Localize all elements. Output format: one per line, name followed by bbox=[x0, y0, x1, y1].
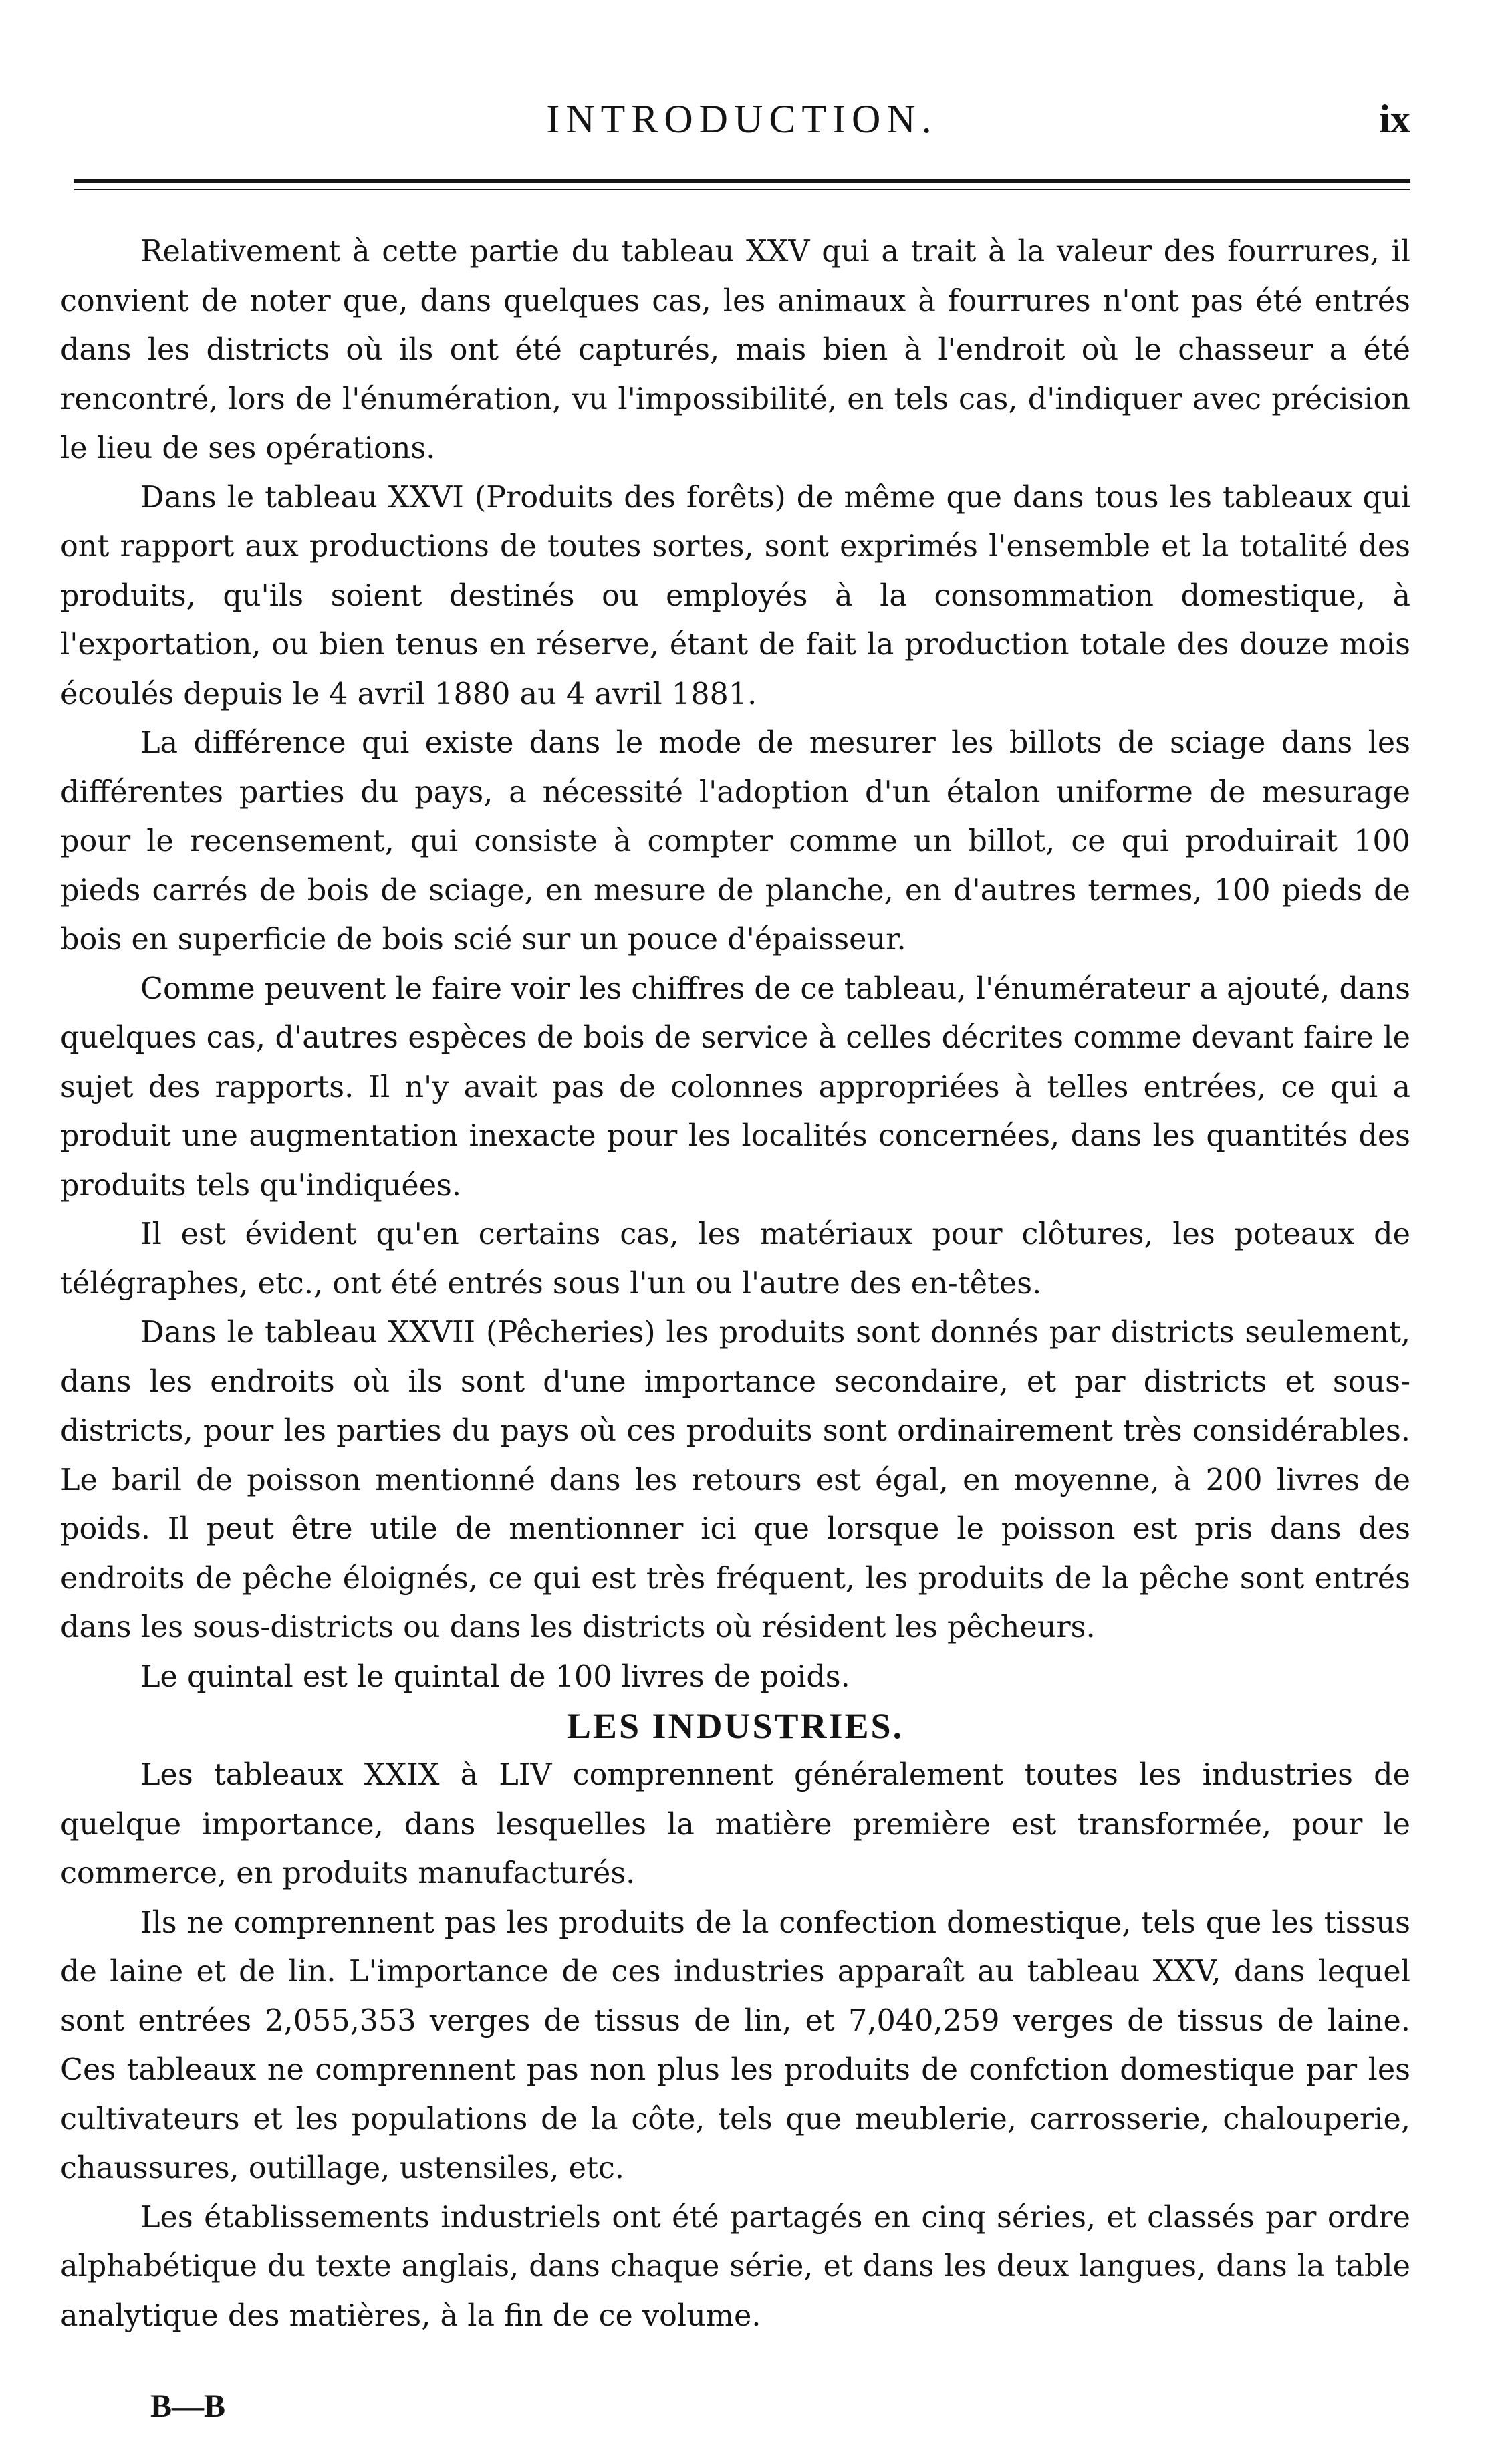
paragraph-fourrures: Relativement à cette partie du tableau XXV qui a trait à la valeur des fourrures, il convient de noter que, dans quelques cas, les animaux à fourrures n'ont pas été entrés dans les districts où ils ont été capturés, mais bien à l'endroit où le chasseur a été rencontré, lors de l'énumération, vu l'impossibilité, en tels cas, d'indiquer avec précision le lieu de ses opérations. bbox=[60, 235, 1410, 465]
paragraph-produits-forets: Dans le tableau XXVI (Produits des forêts) de même que dans tous les tableaux qui ont rapport aux productions de toutes sortes, sont exprimés l'ensemble et la totalité des produits, qu'ils soient destinés ou employés à la consommation domestique, à l'exportation, ou bien tenus en réserve, étant de fait la production totale des douze mois écoulés depuis le 4 avril 1880 au 4 avril 1881. bbox=[60, 480, 1410, 711]
signature-mark: B—B bbox=[150, 2388, 226, 2424]
page-number: ix bbox=[1379, 97, 1410, 141]
paragraph-tableaux-industries: Les tableaux XXIX à LIV comprennent généralement toutes les industries de quelque importance, dans lesquelles la matière première est transformée, pour le commerce, en produits manufacturés. bbox=[60, 1758, 1410, 1890]
paragraph-etablissements: Les établissements industriels ont été partagés en cinq séries, et classés par ordre alphabétique du texte anglais, dans chaque série, et dans les deux langues, dans la table analytique des matières, à la fin de ce volume. bbox=[60, 2200, 1410, 2333]
paragraph-pecheries: Dans le tableau XXVII (Pêcheries) les produits sont donnés par districts seulement, dans les endroits où ils sont d'une importance secondaire, et par districts et sous-districts, pour les parties du pays où ces produits sont ordinairement très considérables. Le baril de poisson mentionné dans les retours est égal, en moyenne, à 200 livres de poids. Il peut être utile de mentionner ici que lorsque le poisson est pris dans des endroits de pêche éloignés, ce qui est très fréquent, les produits de la pêche sont entrés dans les sous-districts ou dans les districts où résident les pêcheurs. bbox=[60, 1316, 1410, 1644]
paragraph-billots: La différence qui existe dans le mode de mesurer les billots de sciage dans les différentes parties du pays, a nécessité l'adoption d'un étalon uniforme de mesurage pour le recensement, qui consiste à compter comme un billot, ce qui produirait 100 pieds carrés de bois de sciage, en mesure de planche, en d'autres termes, 100 pieds de bois en superficie de bois scié sur un pouce d'épaisseur. bbox=[60, 726, 1410, 957]
running-title: INTRODUCTION. bbox=[546, 97, 938, 141]
section-heading-industries: LES INDUSTRIES. bbox=[566, 1706, 904, 1746]
header-rule bbox=[74, 179, 1410, 190]
body-text bbox=[60, 227, 1410, 2340]
paragraph-bois-service: Comme peuvent le faire voir les chiffres de ce tableau, l'énumérateur a ajouté, dans quelques cas, d'autres espèces de bois de service à celles décrites comme devant faire le sujet des rapports. Il n'y avait pas de colonnes appropriées à telles entrées, ce qui a produit une augmentation inexacte pour les localités concernées, dans les quantités des produits tels qu'indiquées. bbox=[60, 971, 1410, 1203]
page-header bbox=[74, 92, 1410, 146]
paragraph-quintal: Le quintal est le quintal de 100 livres de poids. bbox=[140, 1659, 850, 1694]
paragraph-confection-domestique: Ils ne comprennent pas les produits de la confection domestique, tels que les tissus de laine et de lin. L'importance de ces industries apparaît au tableau XXV, dans lequel sont entrées 2,055,353 verges de tissus de lin, et 7,040,259 verges de tissus de laine. Ces tableaux ne comprennent pas non plus les produits de confction domestique par les cultivateurs et les populations de la côte, tels que meublerie, carrosserie, chalouperie, chaussures, outillage, ustensiles, etc. bbox=[60, 1905, 1410, 2185]
paragraph-clotures: Il est évident qu'en certains cas, les matériaux pour clôtures, les poteaux de télégraphes, etc., ont été entrés sous l'un ou l'autre des en-têtes. bbox=[60, 1217, 1410, 1301]
